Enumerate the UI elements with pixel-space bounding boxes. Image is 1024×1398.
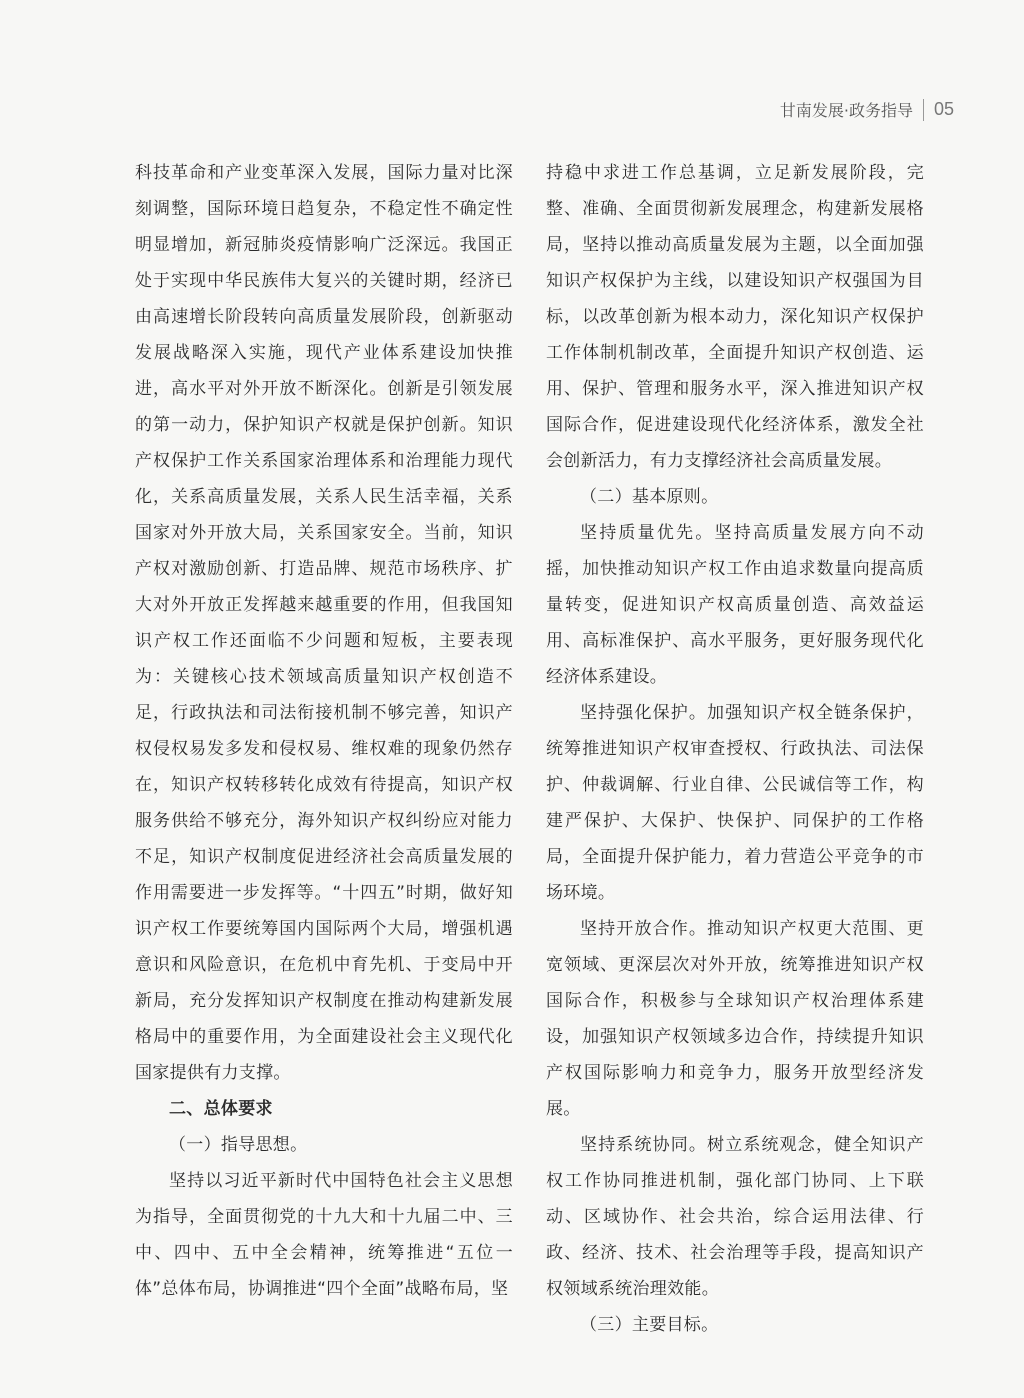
principle-paragraph <box>546 695 924 911</box>
subsection-heading: （三）主要目标。 <box>580 1315 719 1335</box>
publication-title: 甘南发展·政务指导 <box>779 101 913 120</box>
page-header <box>780 98 954 121</box>
principle-keyword: 坚持系统协同。 <box>580 1135 708 1155</box>
subsection-heading: （二）基本原则。 <box>580 487 719 507</box>
left-column <box>135 155 513 1307</box>
paragraph: 坚持以习近平新时代中国特色社会主义思想为指导，全面贯彻党的十九大和十九届二中、三中、四中、五中全会精神，统筹推进“五位一体”总体布局，协调推进“四个全面”战略布局，坚 <box>135 1171 513 1299</box>
principle-paragraph <box>546 1127 924 1307</box>
right-column <box>546 155 924 1343</box>
paragraph: 科技革命和产业变革深入发展，国际力量对比深刻调整，国际环境日趋复杂，不稳定性不确定性明显增加，新冠肺炎疫情影响广泛深远。我国正处于实现中华民族伟大复兴的关键时期，经济已由高速增长阶段转向高质量发展阶段，创新驱动发展战略深入实施，现代产业体系建设加快推进，高水平对外开放不断深化。创新是引领发展的第一动力，保护知识产权就是保护创新。知识产权保护工作关系国家治理体系和治理能力现代化，关系高质量发展，关系人民生活幸福，关系国家对外开放大局，关系国家安全。当前，知识产权对激励创新、打造品牌、规范市场秩序、扩大对外开放正发挥越来越重要的作用，但我国知识产权工作还面临不少问题和短板，主要表现为：关键核心技术领域高质量知识产权创造不足，行政执法和司法衔接机制不够完善，知识产权侵权易发多发和侵权易、维权难的现象仍然存在，知识产权转移转化成效有待提高，知识产权服务供给不够充分，海外知识产权纠纷应对能力不足，知识产权制度促进经济社会高质量发展的作用需要进一步发挥等。“十四五”时期，做好知识产权工作要统筹国内国际两个大局，增强机遇意识和风险意识，在危机中育先机、于变局中开新局，充分发挥知识产权制度在推动构建新发展格局中的重要作用，为全面建设社会主义现代化国家提供有力支撑。 <box>135 163 513 1083</box>
principle-text: 加强知识产权全链条保护，统筹推进知识产权审查授权、行政执法、司法保护、仲裁调解、行业自律、公民诚信等工作，构建严保护、大保护、快保护、同保护的工作格局，全面提升保护能力，着力营造公平竞争的市场环境。 <box>546 703 924 903</box>
principle-paragraph <box>546 911 924 1127</box>
subsection-heading: （一）指导思想。 <box>169 1135 308 1155</box>
principle-paragraph <box>546 515 924 695</box>
page-number: 05 <box>933 99 954 119</box>
principle-keyword: 坚持强化保护。 <box>580 703 708 723</box>
header-divider <box>923 99 924 121</box>
principle-text: 坚持高质量发展方向不动摇，加快推动知识产权工作由追求数量向提高质量转变，促进知识产权高质量创造、高效益运用、高标准保护、高水平服务，更好服务现代化经济体系建设。 <box>546 523 924 687</box>
section-heading: 二、总体要求 <box>169 1099 273 1119</box>
paragraph: 持稳中求进工作总基调，立足新发展阶段，完整、准确、全面贯彻新发展理念，构建新发展格局，坚持以推动高质量发展为主题，以全面加强知识产权保护为主线，以建设知识产权强国为目标，以改革创新为根本动力，深化知识产权保护工作体制机制改革，全面提升知识产权创造、运用、保护、管理和服务水平，深入推进知识产权国际合作，促进建设现代化经济体系，激发全社会创新活力，有力支撑经济社会高质量发展。 <box>546 163 924 471</box>
principle-keyword: 坚持开放合作。 <box>580 919 708 939</box>
principle-text: 推动知识产权更大范围、更宽领域、更深层次对外开放，统筹推进知识产权国际合作，积极参与全球知识产权治理体系建设，加强知识产权领域多边合作，持续提升知识产权国际影响力和竞争力，服务开放型经济发展。 <box>546 919 924 1119</box>
principle-keyword: 坚持质量优先。 <box>580 523 715 543</box>
principle-text: 树立系统观念，健全知识产权工作协同推进机制，强化部门协同、上下联动、区域协作、社会共治，综合运用法律、行政、经济、技术、社会治理等手段，提高知识产权领域系统治理效能。 <box>546 1135 924 1299</box>
